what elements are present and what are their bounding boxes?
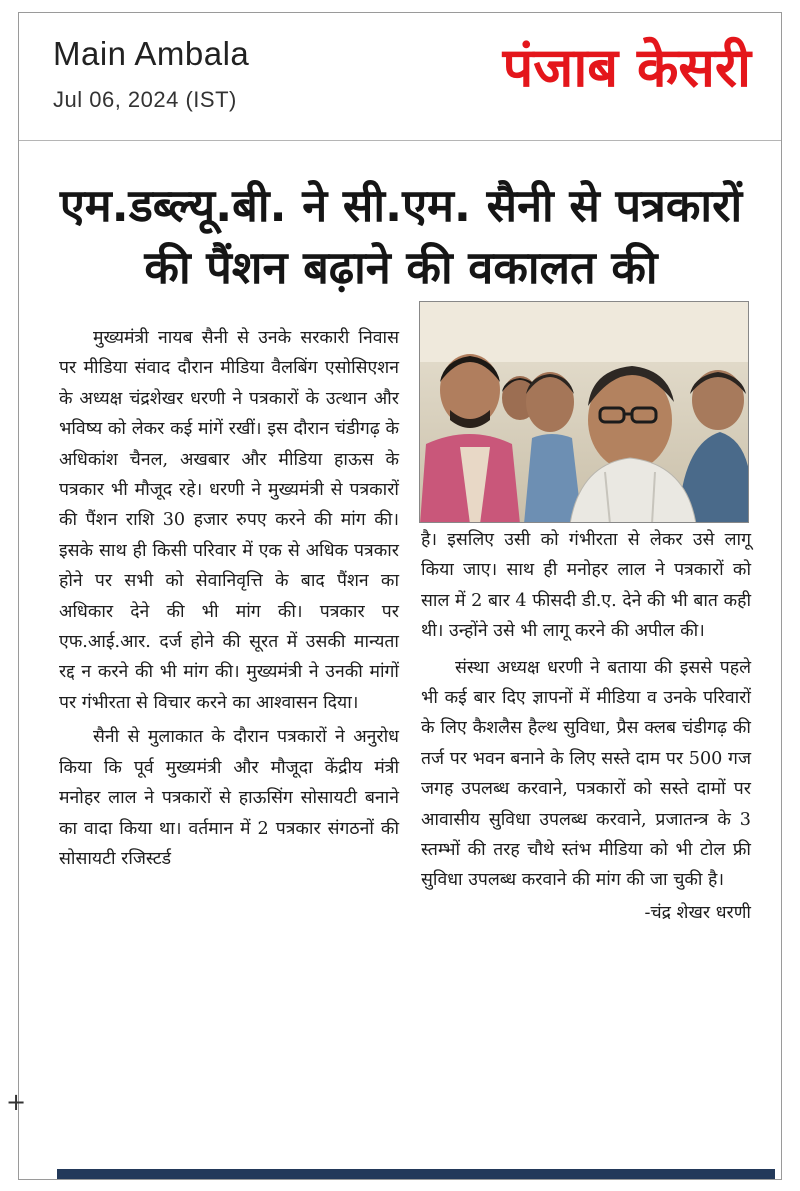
publication-date: Jul 06, 2024 (IST) [53,87,237,112]
paragraph: है। इसलिए उसी को गंभीरता से लेकर उसे लागू किया जाए। साथ ही मनोहर लाल ने पत्रकारों को साल में 2 बार 4 फीसदी डी.ए. देने की भी बात कही थी। उन्होंने उसे भी लागू करने की अपील की। [421,530,751,642]
newspaper-clipping [18,12,782,1180]
article-column-right [421,525,751,928]
headline-line-1: एम.डब्ल्यू.बी. ने सी.एम. सैनी से पत्रकारों [59,179,743,232]
author-byline: -चंद्र शेखर धरणी [644,902,751,923]
crop-mark-icon: + [6,1088,27,1116]
edition-name: Main Ambala [53,35,250,72]
bottom-rule [57,1169,775,1179]
article-column-left [59,323,399,874]
paragraph: सैनी से मुलाकात के दौरान पत्रकारों ने अनुरोध किया कि पूर्व मुख्यमंत्री और मौजूदा केंद्रीय मंत्री मनोहर लाल ने पत्रकारों से हाऊसिंग सोसायटी बनाने का वादा किया था। वर्तमान में 2 पत्रकार संगठनों की सोसायटी रजिस्टर्ड [59,727,399,869]
paragraph: संस्था अध्यक्ष धरणी ने बताया की इससे पहले भी कई बार दिए ज्ञापनों में मीडिया व उनके परिवारों के लिए कैशलैस हैल्थ सुविधा, प्रैस क्लब चंडीगढ़ की तर्ज पर भवन बनाने के लिए सस्ते दाम पर 500 गज जगह उपलब्ध करवाने, पत्रकारों को सस्ते दामों पर आवासीय सुविधा उपलब्ध करवाने, प्रजातन्त्र के 3 स्तम्भों की तरह चौथे स्तंभ मीडिया को भी टोल फ्री सुविधा उपलब्ध करवाने की मांग की जा चुकी है। [421,657,751,891]
headline-line-2: की पैंशन बढ़ाने की वकालत की [144,241,658,294]
article-headline [39,175,763,299]
photo-people-meeting [420,302,749,523]
newspaper-logo: पंजाब केसरी [502,36,751,99]
paragraph: मुख्यमंत्री नायब सैनी से उनके सरकारी निवास पर मीडिया संवाद दौरान मीडिया वैलबिंग एसोसिएशन के अध्यक्ष चंद्रशेखर धरणी ने पत्रकारों के उत्थान और भविष्य को लेकर कई मांगें रखीं। इस दौरान चंडीगढ़ के अधिकांश चैनल, अखबार और मीडिया हाऊस के पत्रकार भी मौजूद रहे। धरणी ने मुख्यमंत्री से पत्रकारों की पैंशन राशि 30 हजार रुपए करने की मांग की। इसके साथ ही किसी परिवार में एक से अधिक पत्रकार होने पर सभी को सेवानिवृत्ति के बाद पैंशन का अधिकार देने की भी मांग की। पत्रकार पर एफ.आई.आर. दर्ज होने की सूरत में उसकी मान्यता रद्द न करने की भी मांग की। मुख्यमंत्री ने उनकी मांगों पर गंभीरता से विचार करने का आश्वासन दिया। [59,328,399,713]
masthead [19,13,781,141]
article-photo [419,301,749,523]
